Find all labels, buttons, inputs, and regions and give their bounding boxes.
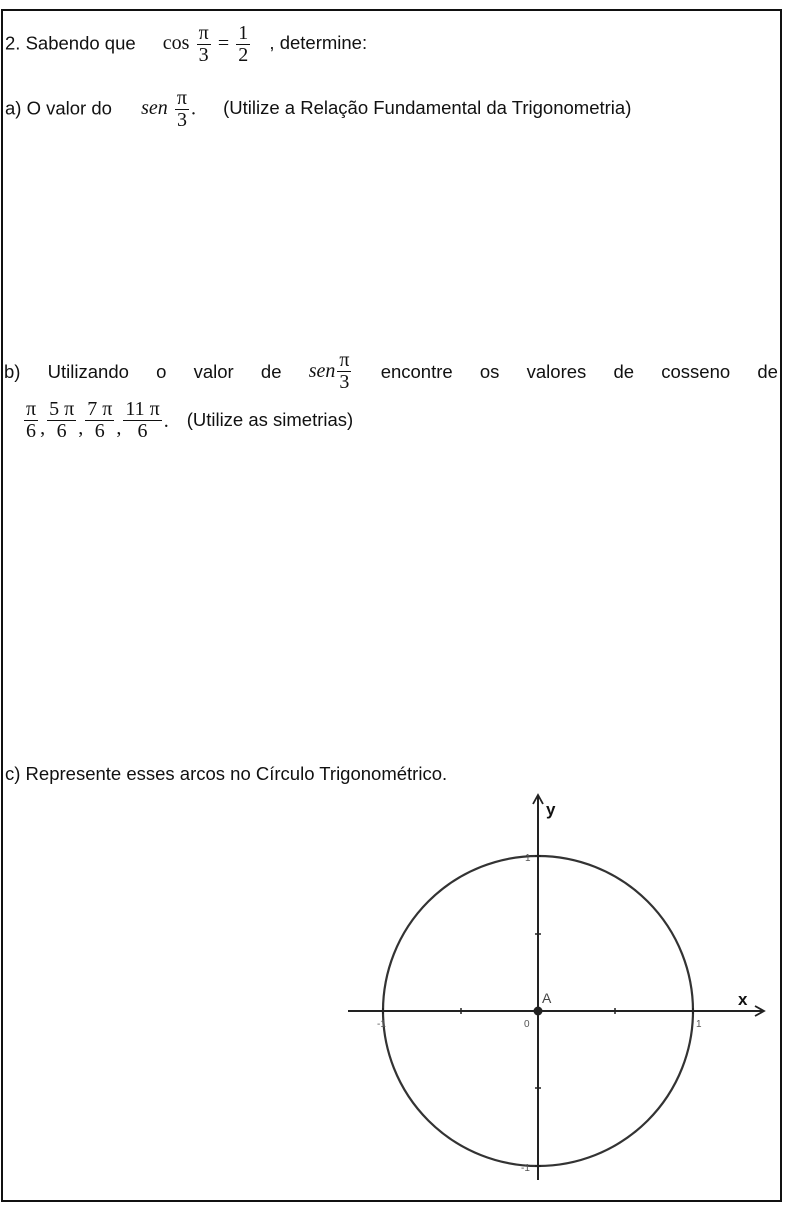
part-b-word: valores (526, 360, 587, 382)
fraction-denominator: 2 (238, 44, 249, 66)
right-tick-label: 1 (696, 1019, 702, 1030)
fraction-denominator: 6 (137, 420, 148, 442)
left-tick-label: -1 (377, 1019, 386, 1030)
fraction-denominator: 6 (94, 420, 105, 442)
part-c-label: c) Represente esses arcos no Círculo Trigonométrico. (5, 763, 448, 784)
seven-pi-over-six-fraction (85, 399, 114, 442)
fraction-denominator: 6 (56, 420, 67, 442)
pi-over-six-fraction (24, 399, 38, 442)
cos-word: cos (162, 32, 190, 55)
one-half-fraction (236, 23, 250, 66)
pi-over-three-fraction (197, 23, 211, 66)
equals-sign: = (217, 32, 230, 55)
part-b-line-2 (22, 399, 353, 442)
part-b-line-1 (4, 350, 778, 393)
question-number-label: 2. Sabendo que (5, 32, 136, 54)
part-a-hint: (Utilize a Relação Fundamental da Trigonometria) (223, 97, 632, 119)
part-c-line (5, 765, 447, 784)
worksheet-border (1, 9, 782, 1202)
y-axis-label: y (546, 800, 556, 819)
fraction-numerator: 7 π (87, 398, 113, 420)
fraction-numerator: π (176, 87, 187, 109)
part-b-word: Utilizando (47, 360, 129, 382)
part-b-word: de (613, 360, 635, 382)
eleven-pi-over-six-fraction (123, 399, 161, 442)
fraction-numerator: 5 π (49, 398, 75, 420)
part-b-word: valor (193, 360, 234, 382)
fraction-denominator: 3 (198, 44, 209, 66)
five-pi-over-six-fraction (47, 399, 76, 442)
fraction-denominator: 6 (26, 420, 37, 442)
sen-pi-over-three (309, 350, 354, 393)
x-axis-label: x (738, 990, 748, 1009)
fraction-numerator: π (26, 398, 37, 420)
fraction-numerator: 1 (238, 22, 249, 44)
period: . (163, 409, 169, 432)
fraction-denominator: 3 (339, 371, 350, 393)
origin-label: 0 (524, 1019, 530, 1030)
part-b-word: de (757, 360, 778, 382)
comma: , (40, 416, 46, 439)
question-header (5, 23, 367, 66)
fraction-numerator: π (198, 22, 209, 44)
part-b-word: encontre (380, 360, 453, 382)
fraction-numerator: π (339, 349, 350, 371)
comma: , (116, 416, 122, 439)
comma: , (78, 416, 84, 439)
part-b-word: b) (4, 360, 21, 382)
part-b-word: o (156, 360, 167, 382)
part-a-line (5, 88, 631, 131)
bottom-tick-label: -1 (521, 1163, 530, 1174)
pi-over-three-fraction (337, 350, 351, 393)
fraction-numerator: 11 π (125, 398, 160, 420)
part-b-hint: (Utilize as simetrias) (186, 409, 354, 431)
top-tick-label: 1 (525, 853, 531, 864)
part-b-word: cosseno (661, 360, 731, 382)
question-tail: , determine: (269, 32, 368, 54)
fraction-denominator: 3 (176, 109, 187, 131)
sen-word: sen (141, 97, 168, 120)
period: . (191, 97, 196, 120)
point-a-label: A (542, 990, 552, 1006)
part-a-label: a) O valor do (5, 97, 112, 119)
part-b-word: de (260, 360, 282, 382)
pi-over-three-fraction (175, 88, 189, 131)
sen-word: sen (308, 360, 336, 382)
part-b-word: os (479, 360, 500, 382)
